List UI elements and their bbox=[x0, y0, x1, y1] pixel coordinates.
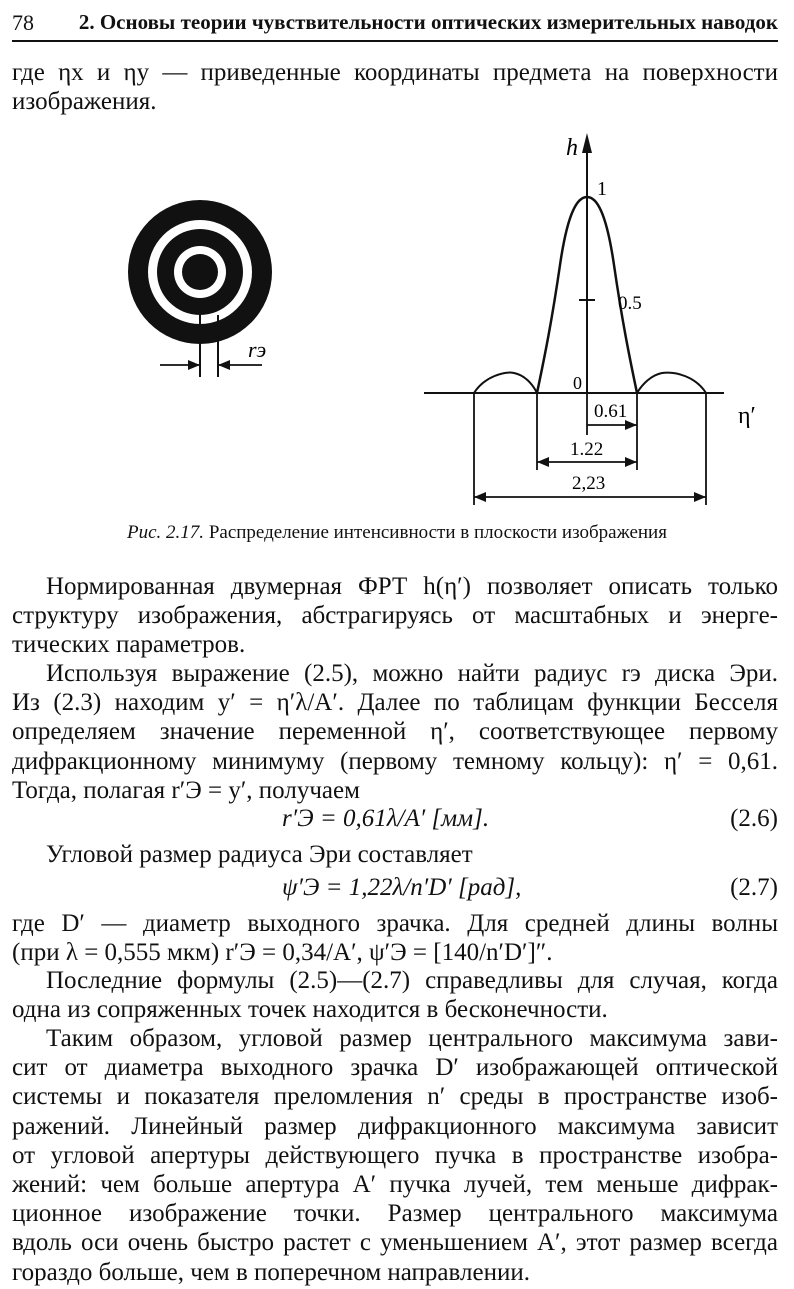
text-line: где D′ — диаметр выходного зрачка. Для средней длины волны bbox=[12, 910, 778, 937]
airy-disk-pattern bbox=[128, 200, 272, 377]
text-line: Таким образом, угловой размер центрального максимума зави- bbox=[46, 1025, 778, 1052]
text-line: Угловой размер радиуса Эри составляет bbox=[46, 841, 473, 868]
text-line: тических параметров. bbox=[12, 631, 246, 659]
intensity-plot bbox=[424, 133, 756, 505]
equation-2-7 bbox=[12, 874, 778, 904]
page-header bbox=[12, 8, 778, 42]
text-line: жений: чем больше апертура A′ пучка лучей, тем меньше дифрак- bbox=[12, 1171, 778, 1199]
peak-label: 1 bbox=[597, 178, 607, 200]
text-line: Нормированная двумерная ФРТ h(η′) позволяет описать только bbox=[46, 573, 778, 600]
dimension-122: 1.22 bbox=[570, 439, 604, 460]
paragraph-2 bbox=[12, 659, 778, 805]
text-line: сит от диаметра выходного зрачка D′ изображающей оптической bbox=[12, 1054, 778, 1082]
text-line: (при λ = 0,555 мкм) r′Э = 0,34/A′, ψ′Э = [140/n′D′]″. bbox=[12, 939, 553, 967]
text-line: одна из сопряженных точек находится в бесконечности. bbox=[12, 996, 608, 1024]
dimension-223: 2,23 bbox=[572, 473, 606, 494]
equation-number: (2.6) bbox=[730, 805, 778, 832]
text-line: вдоль оси очень быстро растет с уменьшением A′, этот размер всегда bbox=[12, 1229, 778, 1257]
paragraph-6 bbox=[12, 1024, 778, 1287]
paragraph-1 bbox=[12, 572, 778, 660]
half-value-label: 0.5 bbox=[618, 293, 642, 314]
text-line: системы и показателя преломления n′ среды в пространстве изоб- bbox=[12, 1083, 778, 1111]
origin-label: 0 bbox=[573, 373, 582, 393]
text-line: дифракционному минимуму (первому темному кольцу): η′ = 0,61. bbox=[12, 747, 778, 775]
dimension-061: 0.61 bbox=[594, 401, 628, 422]
text-line: ражений. Линейный размер дифракционного максимума зависит bbox=[12, 1112, 778, 1140]
y-axis-label: h bbox=[566, 135, 578, 161]
figure-caption bbox=[0, 522, 794, 544]
text-line: гораздо больше, чем в поперечном направлении. bbox=[12, 1258, 530, 1286]
caption-text: Распределение интенсивности в плоскости изображения bbox=[208, 522, 667, 543]
paragraph-3 bbox=[12, 840, 778, 869]
airy-radius-label: rэ bbox=[248, 337, 267, 362]
text-line: структуру изображения, абстрагируясь от масштабных и энерге- bbox=[12, 602, 778, 630]
equation-2-6 bbox=[12, 805, 778, 835]
equation-body: r′Э = 0,61λ/A′ [мм]. bbox=[282, 805, 490, 832]
text-line: изображения. bbox=[12, 88, 157, 116]
intro-paragraph bbox=[12, 58, 778, 116]
paragraph-4 bbox=[12, 909, 778, 967]
paragraph-5 bbox=[12, 966, 778, 1024]
text-line: от угловой апертуры действующего пучка в пространстве изобра- bbox=[12, 1141, 778, 1169]
text-line: Тогда, полагая r′Э = y′, получаем bbox=[12, 776, 360, 804]
text-line: Из (2.3) находим y′ = η′λ/A′. Далее по таблицам функции Бесселя bbox=[12, 689, 778, 717]
text-line: Последние формулы (2.5)—(2.7) справедливы для случая, когда bbox=[46, 967, 778, 994]
equation-number: (2.7) bbox=[730, 874, 778, 901]
running-title: 2. Основы теории чувствительности оптических измерительных наводок bbox=[78, 10, 778, 34]
equation-body: ψ′Э = 1,22λ/n′D′ [рад], bbox=[282, 874, 522, 901]
figure-airy-distribution bbox=[0, 125, 794, 520]
caption-number: Рис. 2.17. bbox=[127, 522, 205, 543]
text-line: где ηx и ηy — приведенные координаты предмета на поверхности bbox=[12, 59, 778, 86]
page-number: 78 bbox=[12, 10, 34, 35]
text-line: определяем значение переменной η′, соответствующее первому bbox=[12, 718, 778, 746]
text-line: ционное изображение точки. Размер центрального максимума bbox=[12, 1200, 778, 1228]
text-line: Используя выражение (2.5), можно найти радиус rэ диска Эри. bbox=[46, 660, 778, 687]
x-axis-label: η′ bbox=[738, 403, 756, 429]
